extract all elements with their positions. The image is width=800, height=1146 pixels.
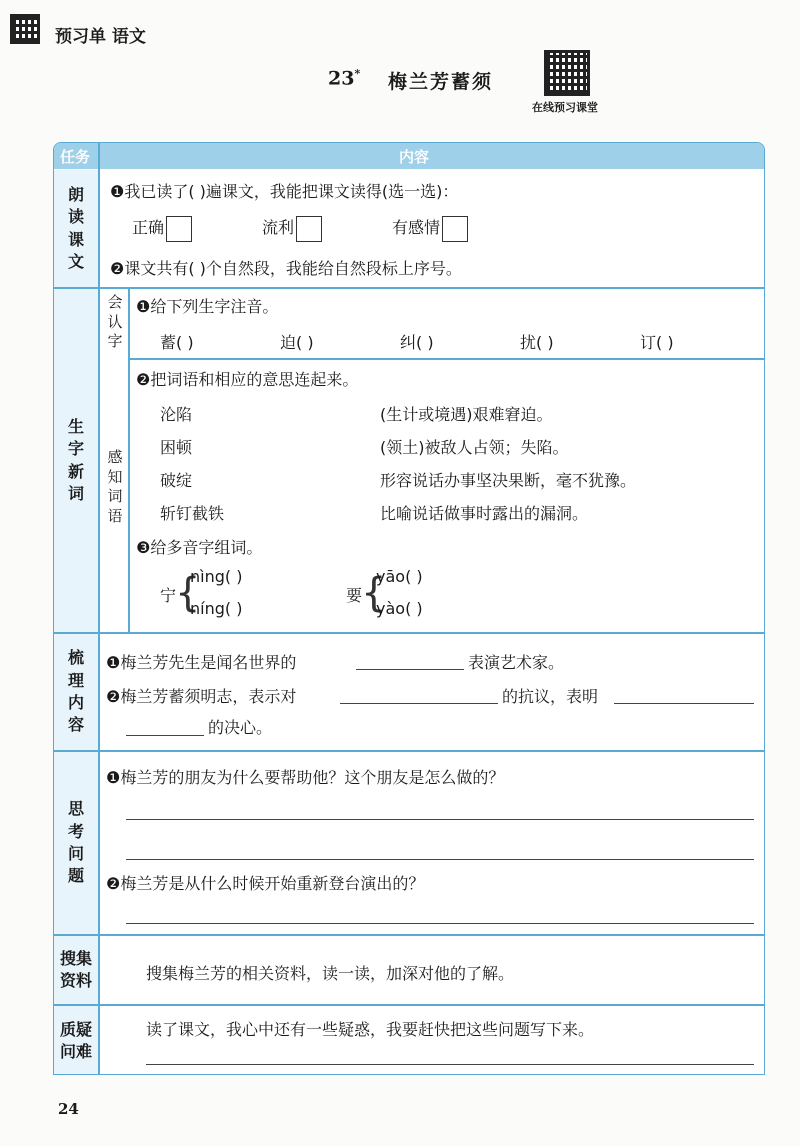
sort-sentence-1b: 表演艺术家。 bbox=[468, 653, 565, 672]
row-divider bbox=[54, 934, 764, 936]
sub-row-divider bbox=[128, 358, 765, 360]
meaning-2[interactable]: (领土)被敌人占领；失陷。 bbox=[380, 438, 569, 457]
polyphone-char-1: 宁 bbox=[160, 586, 177, 605]
row-divider bbox=[54, 287, 764, 289]
think-question-2: ❷梅兰芳是从什么时候开始重新登台演出的？ bbox=[106, 874, 425, 893]
term-4[interactable]: 斩钉截铁 bbox=[160, 504, 225, 523]
section-think-label: 思考问题 bbox=[54, 752, 98, 934]
char-pinyin-3[interactable]: 纠( ) bbox=[400, 333, 434, 352]
section-read-label: 朗读课文 bbox=[54, 170, 98, 287]
preview-table bbox=[53, 142, 765, 1075]
collect-text: 搜集梅兰芳的相关资料，读一读，加深对他的了解。 bbox=[146, 964, 515, 983]
brace-icon: { bbox=[175, 570, 201, 616]
read-option-fluent[interactable]: 流利 bbox=[262, 215, 322, 242]
char-pinyin-1[interactable]: 蓄( ) bbox=[160, 333, 194, 352]
meaning-4[interactable]: 比喻说话做事时露出的漏洞。 bbox=[380, 504, 589, 523]
section-collect-label: 搜集资料 bbox=[54, 936, 98, 1004]
sub-label-recognize: 会认字 bbox=[107, 293, 123, 350]
sort-sentence-2a: ❷梅兰芳蓄须明志，表示对 bbox=[106, 687, 297, 706]
char-pinyin-5[interactable]: 订( ) bbox=[640, 333, 674, 352]
row-divider bbox=[54, 1004, 764, 1006]
col-task-header: 任务 bbox=[60, 148, 91, 166]
table-header bbox=[54, 143, 764, 169]
section-sort-label: 梳理内容 bbox=[54, 634, 98, 750]
blank-line[interactable] bbox=[126, 735, 204, 736]
read-question-1: ❶我已读了( )遍课文，我能把课文读得(选一选)： bbox=[110, 182, 459, 201]
polyphone-1-reading-1[interactable]: nìng( ) bbox=[190, 567, 243, 586]
char-pinyin-4[interactable]: 扰( ) bbox=[520, 333, 554, 352]
meaning-1[interactable]: (生计或境遇)艰难窘迫。 bbox=[380, 405, 553, 424]
section-doubt-label: 质疑问难 bbox=[54, 1006, 98, 1075]
lesson-title: 梅兰芳蓄须 bbox=[388, 71, 494, 93]
lesson-qr-code[interactable] bbox=[544, 50, 590, 96]
think-question-1: ❶梅兰芳的朋友为什么要帮助他？这个朋友是怎么做的？ bbox=[106, 768, 505, 787]
term-2[interactable]: 困顿 bbox=[160, 438, 193, 457]
row-divider bbox=[54, 750, 764, 752]
polyphone-char-2: 要 bbox=[346, 586, 363, 605]
term-3[interactable]: 破绽 bbox=[160, 471, 193, 490]
lesson-number: 23* bbox=[328, 67, 361, 90]
row-divider bbox=[54, 632, 764, 634]
qr-caption: 在线预习课堂 bbox=[532, 101, 598, 114]
polyphone-2-reading-2[interactable]: yào( ) bbox=[376, 599, 423, 618]
blank-line[interactable] bbox=[340, 703, 498, 704]
brace-icon: { bbox=[361, 570, 387, 616]
book-header: 预习单 语文 bbox=[55, 27, 146, 47]
sort-sentence-2b: 的抗议，表明 bbox=[502, 687, 599, 706]
read-option-correct[interactable]: 正确 bbox=[132, 215, 192, 242]
meaning-3[interactable]: 形容说话办事坚决果断，毫不犹豫。 bbox=[380, 471, 637, 490]
answer-line[interactable] bbox=[126, 859, 754, 860]
col-content-header: 内容 bbox=[399, 148, 430, 166]
answer-line[interactable] bbox=[126, 923, 754, 924]
words-question-2: ❷把词语和相应的意思连起来。 bbox=[136, 370, 359, 389]
read-option-emotion[interactable]: 有感情 bbox=[392, 215, 468, 242]
corner-qr-code bbox=[10, 14, 40, 44]
term-1[interactable]: 沦陷 bbox=[160, 405, 193, 424]
answer-line[interactable] bbox=[146, 1064, 754, 1065]
sub-label-perceive: 感知词语 bbox=[107, 448, 123, 525]
doubt-text: 读了课文，我心中还有一些疑惑，我要赶快把这些问题写下来。 bbox=[146, 1020, 595, 1039]
blank-line[interactable] bbox=[614, 703, 754, 704]
sort-sentence-2c: 的决心。 bbox=[208, 718, 273, 737]
words-question-1: ❶给下列生字注音。 bbox=[136, 297, 279, 316]
section-words-label: 生字新词 bbox=[54, 289, 98, 632]
polyphone-2-reading-1[interactable]: yāo( ) bbox=[376, 567, 423, 586]
answer-line[interactable] bbox=[126, 819, 754, 820]
words-question-3: ❸给多音字组词。 bbox=[136, 538, 263, 557]
char-pinyin-2[interactable]: 迫( ) bbox=[280, 333, 314, 352]
sub-column-divider bbox=[128, 287, 130, 632]
blank-line[interactable] bbox=[356, 669, 464, 670]
sort-sentence-1a: ❶梅兰芳先生是闻名世界的 bbox=[106, 653, 297, 672]
polyphone-1-reading-2[interactable]: níng( ) bbox=[190, 599, 243, 618]
read-question-2: ❷课文共有( )个自然段，我能给自然段标上序号。 bbox=[110, 259, 462, 278]
page-number: 24 bbox=[58, 1100, 79, 1118]
